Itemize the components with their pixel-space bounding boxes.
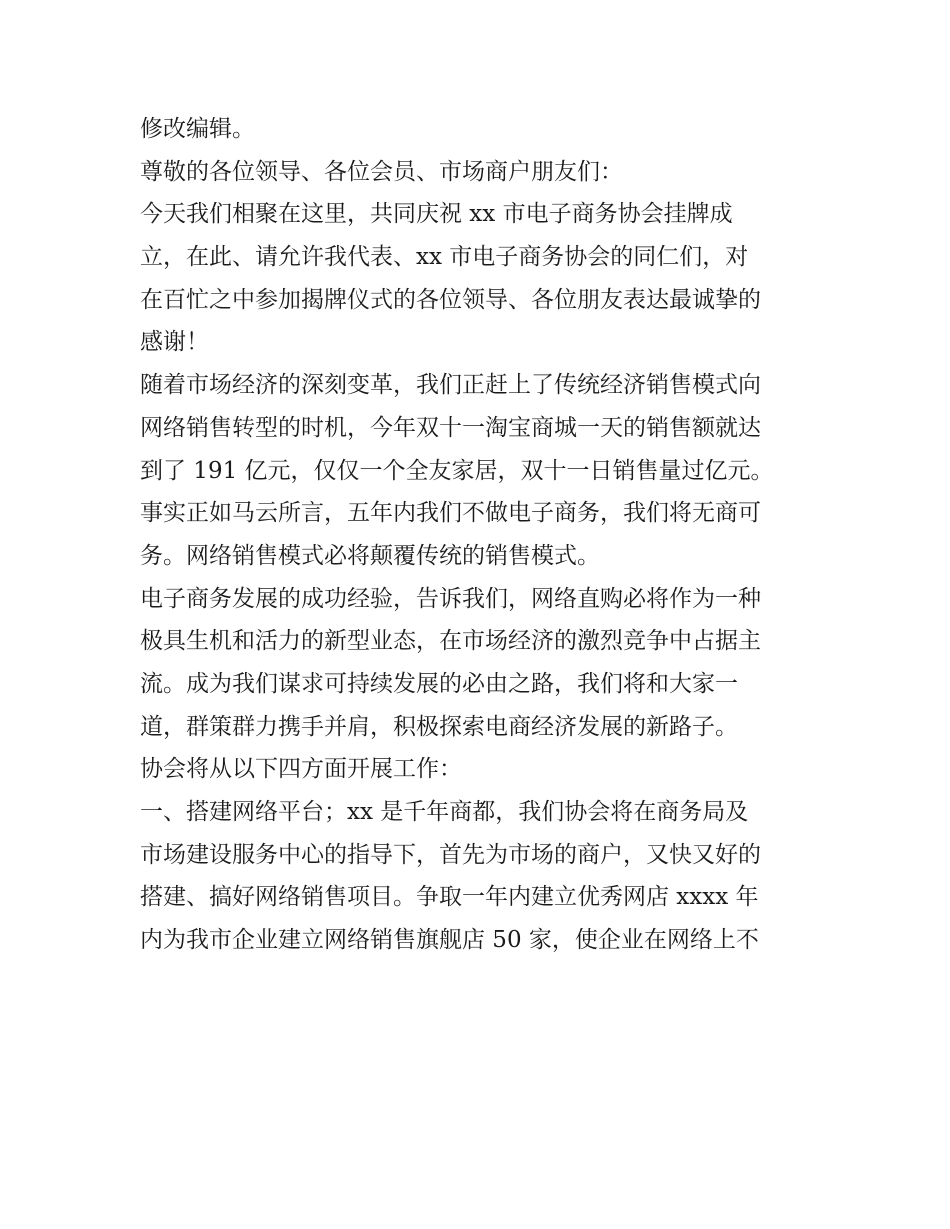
- text-line: 今天我们相聚在这里，共同庆祝 xx 市电子商务协会挂牌成: [140, 201, 733, 228]
- text-line: 内为我市企业建立网络销售旗舰店 50 家，使企业在网络上不: [140, 927, 759, 954]
- text-line: 市场建设服务中心的指导下，首先为市场的商户，又快又好的: [140, 841, 761, 868]
- text-line: 感谢！: [140, 329, 209, 356]
- text-line: 一、搭建网络平台；xx 是千年商都，我们协会将在商务局及: [140, 799, 749, 825]
- text-line: 务。网络销售模式必将颠覆传统的销售模式。: [140, 542, 600, 569]
- text-line: 协会将从以下四方面开展工作：: [140, 756, 462, 783]
- text-line: 修改编辑。: [140, 116, 255, 142]
- text-line: 极具生机和活力的新型业态，在市场经济的激烈竞争中占据主: [140, 628, 761, 655]
- text-line: 网络销售转型的时机，今年双十一淘宝商城一天的销售额就达: [140, 414, 761, 441]
- text-line: 立，在此、请允许我代表、xx 市电子商务协会的同仁们，对: [140, 244, 749, 271]
- text-line: 随着市场经济的深刻变革，我们正赶上了传统经济销售模式向: [140, 372, 761, 399]
- text-line: 道，群策群力携手并肩，积极探索电商经济发展的新路子。: [140, 713, 738, 740]
- document-body: [140, 108, 820, 962]
- salutation-line: 尊敬的各位领导、各位会员、市场商户朋友们：: [140, 158, 623, 185]
- text-line: 在百忙之中参加揭牌仪式的各位领导、各位朋友表达最诚挚的: [140, 286, 761, 313]
- text-line: 事实正如马云所言，五年内我们不做电子商务，我们将无商可: [140, 500, 761, 527]
- text-line: 搭建、搞好网络销售项目。争取一年内建立优秀网店 xxxx 年: [140, 884, 759, 911]
- text-line: 流。成为我们谋求可持续发展的必由之路，我们将和大家一: [140, 670, 738, 697]
- text-line: 到了 191 亿元，仅仅一个全友家居，双十一日销售量过亿元。: [140, 457, 774, 484]
- text-line: 电子商务发展的成功经验，告诉我们，网络直购必将作为一种: [140, 585, 761, 612]
